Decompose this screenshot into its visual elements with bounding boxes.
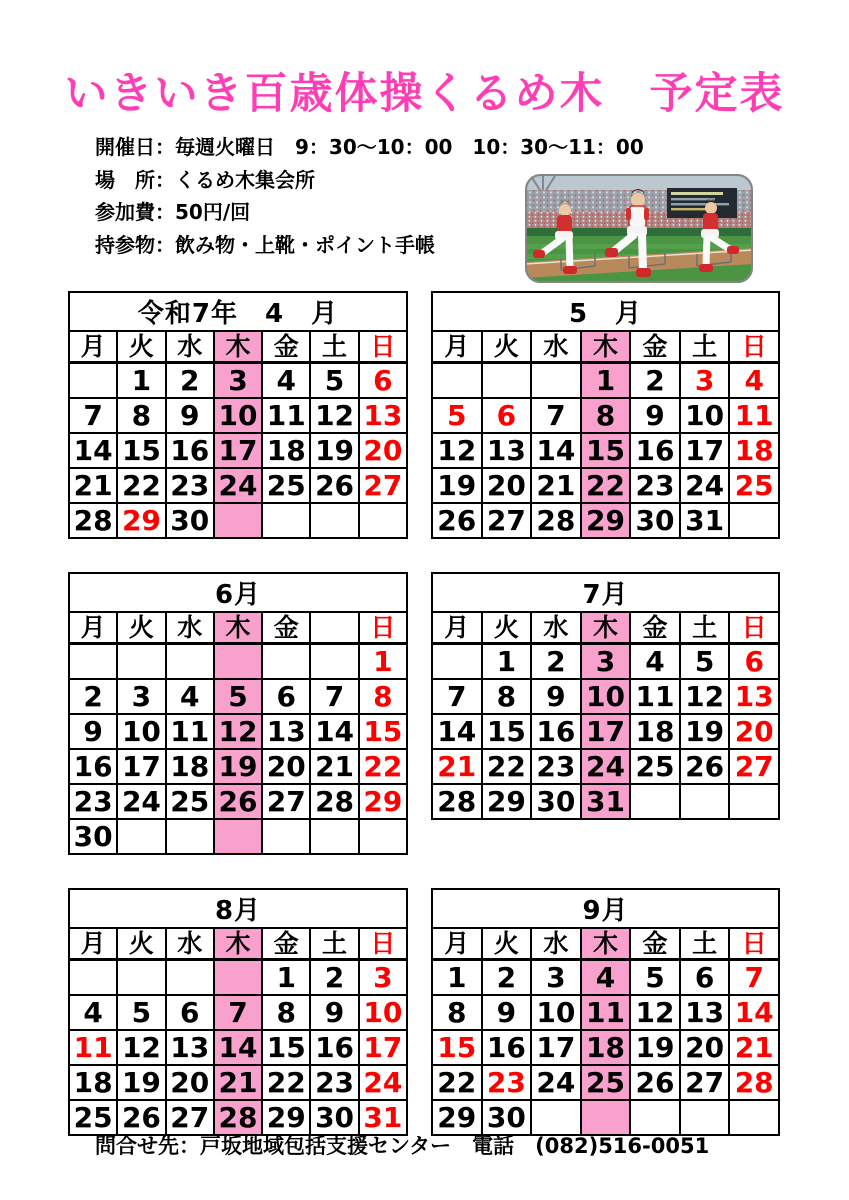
day-empty — [310, 819, 358, 854]
weekday-header-木: 木 — [214, 612, 262, 644]
weekday-header-日: 日 — [359, 928, 407, 960]
day-april-27: 27 — [359, 468, 407, 503]
calendar-title-august: 8月 — [69, 889, 407, 928]
day-empty — [69, 363, 117, 399]
day-april-11: 11 — [262, 398, 310, 433]
day-empty — [214, 819, 262, 854]
day-may-25: 25 — [729, 468, 779, 503]
day-april-4: 4 — [262, 363, 310, 399]
day-april-12: 12 — [310, 398, 358, 433]
weekday-header-火: 火 — [117, 928, 165, 960]
day-june-8: 8 — [359, 679, 407, 714]
calendar-title-september: 9月 — [432, 889, 779, 928]
day-may-20: 20 — [482, 468, 532, 503]
day-august-20: 20 — [166, 1065, 214, 1100]
day-empty — [630, 784, 680, 819]
day-august-21: 21 — [214, 1065, 262, 1100]
day-july-8: 8 — [482, 679, 532, 714]
day-september-2: 2 — [482, 960, 532, 996]
day-august-1: 1 — [262, 960, 310, 996]
weekday-header-木: 木 — [214, 331, 262, 363]
day-june-26: 26 — [214, 784, 262, 819]
day-august-4: 4 — [69, 995, 117, 1030]
day-august-23: 23 — [310, 1065, 358, 1100]
weekday-header-木: 木 — [581, 928, 631, 960]
day-september-7: 7 — [729, 960, 779, 996]
weekday-header-土: 土 — [680, 331, 730, 363]
day-april-13: 13 — [359, 398, 407, 433]
day-may-10: 10 — [680, 398, 730, 433]
weekday-header-土: 土 — [310, 928, 358, 960]
day-may-22: 22 — [581, 468, 631, 503]
day-may-26: 26 — [432, 503, 482, 538]
day-june-18: 18 — [166, 749, 214, 784]
day-april-17: 17 — [214, 433, 262, 468]
day-june-29: 29 — [359, 784, 407, 819]
day-empty — [482, 363, 532, 399]
day-empty — [69, 644, 117, 680]
day-september-17: 17 — [531, 1030, 581, 1065]
weekday-header-水: 水 — [166, 612, 214, 644]
day-may-24: 24 — [680, 468, 730, 503]
day-may-29: 29 — [581, 503, 631, 538]
day-august-13: 13 — [166, 1030, 214, 1065]
day-august-27: 27 — [166, 1100, 214, 1135]
day-empty — [310, 503, 358, 538]
day-september-9: 9 — [482, 995, 532, 1030]
day-august-24: 24 — [359, 1065, 407, 1100]
day-april-9: 9 — [166, 398, 214, 433]
calendar-july — [431, 572, 780, 820]
weekday-header-木: 木 — [581, 612, 631, 644]
day-april-25: 25 — [262, 468, 310, 503]
day-august-11: 11 — [69, 1030, 117, 1065]
day-may-9: 9 — [630, 398, 680, 433]
day-august-16: 16 — [310, 1030, 358, 1065]
day-june-11: 11 — [166, 714, 214, 749]
day-april-14: 14 — [69, 433, 117, 468]
day-empty — [262, 503, 310, 538]
day-august-17: 17 — [359, 1030, 407, 1065]
day-empty — [359, 819, 407, 854]
calendar-title-april: 令和7年 4 月 — [69, 292, 407, 331]
weekday-header-水: 水 — [531, 331, 581, 363]
day-empty — [531, 363, 581, 399]
weekday-header-日: 日 — [359, 612, 407, 644]
day-july-18: 18 — [630, 714, 680, 749]
day-june-22: 22 — [359, 749, 407, 784]
day-june-19: 19 — [214, 749, 262, 784]
weekday-header-金: 金 — [262, 612, 310, 644]
day-empty — [359, 503, 407, 538]
day-april-21: 21 — [69, 468, 117, 503]
day-august-30: 30 — [310, 1100, 358, 1135]
day-june-15: 15 — [359, 714, 407, 749]
weekday-header-月: 月 — [69, 612, 117, 644]
day-august-9: 9 — [310, 995, 358, 1030]
day-september-5: 5 — [630, 960, 680, 996]
info-line-schedule: 開催日：毎週火曜日 9：30～10：00 10：30～11：00 — [95, 135, 644, 159]
weekday-header-金: 金 — [262, 928, 310, 960]
day-april-15: 15 — [117, 433, 165, 468]
day-september-3: 3 — [531, 960, 581, 996]
day-april-28: 28 — [69, 503, 117, 538]
day-july-1: 1 — [482, 644, 532, 680]
day-july-12: 12 — [680, 679, 730, 714]
day-august-7: 7 — [214, 995, 262, 1030]
day-september-12: 12 — [630, 995, 680, 1030]
day-august-28: 28 — [214, 1100, 262, 1135]
day-july-26: 26 — [680, 749, 730, 784]
day-april-1: 1 — [117, 363, 165, 399]
day-june-3: 3 — [117, 679, 165, 714]
day-may-7: 7 — [531, 398, 581, 433]
day-june-28: 28 — [310, 784, 358, 819]
day-september-18: 18 — [581, 1030, 631, 1065]
day-june-20: 20 — [262, 749, 310, 784]
weekday-header-木: 木 — [581, 331, 631, 363]
day-july-28: 28 — [432, 784, 482, 819]
day-april-20: 20 — [359, 433, 407, 468]
day-empty — [166, 644, 214, 680]
day-june-16: 16 — [69, 749, 117, 784]
day-june-23: 23 — [69, 784, 117, 819]
day-june-5: 5 — [214, 679, 262, 714]
day-september-27: 27 — [680, 1065, 730, 1100]
weekday-header-blank — [310, 612, 358, 644]
day-empty — [262, 819, 310, 854]
day-july-30: 30 — [531, 784, 581, 819]
day-june-6: 6 — [262, 679, 310, 714]
day-may-3: 3 — [680, 363, 730, 399]
day-empty — [310, 644, 358, 680]
calendar-may — [431, 291, 780, 539]
calendar-september — [431, 888, 780, 1136]
day-september-25: 25 — [581, 1065, 631, 1100]
day-august-8: 8 — [262, 995, 310, 1030]
day-may-14: 14 — [531, 433, 581, 468]
day-empty — [117, 960, 165, 996]
calendar-title-may: 5 月 — [432, 292, 779, 331]
day-july-15: 15 — [482, 714, 532, 749]
day-april-2: 2 — [166, 363, 214, 399]
day-may-17: 17 — [680, 433, 730, 468]
day-june-30: 30 — [69, 819, 117, 854]
day-april-18: 18 — [262, 433, 310, 468]
calendar-april — [68, 291, 408, 539]
day-september-15: 15 — [432, 1030, 482, 1065]
day-empty — [69, 960, 117, 996]
day-may-31: 31 — [680, 503, 730, 538]
day-june-4: 4 — [166, 679, 214, 714]
day-july-7: 7 — [432, 679, 482, 714]
day-empty — [214, 644, 262, 680]
day-april-6: 6 — [359, 363, 407, 399]
day-april-23: 23 — [166, 468, 214, 503]
info-line-items: 持参物：飲み物・上靴・ポイント手帳 — [95, 232, 435, 257]
day-september-13: 13 — [680, 995, 730, 1030]
calendar-title-july: 7月 — [432, 573, 779, 612]
day-july-6: 6 — [729, 644, 779, 680]
day-may-1: 1 — [581, 363, 631, 399]
day-september-4: 4 — [581, 960, 631, 996]
day-july-2: 2 — [531, 644, 581, 680]
day-july-5: 5 — [680, 644, 730, 680]
day-september-19: 19 — [630, 1030, 680, 1065]
weekday-header-土: 土 — [680, 612, 730, 644]
day-august-3: 3 — [359, 960, 407, 996]
day-empty — [432, 644, 482, 680]
day-may-15: 15 — [581, 433, 631, 468]
day-may-27: 27 — [482, 503, 532, 538]
stadium-photo — [525, 174, 753, 283]
day-april-5: 5 — [310, 363, 358, 399]
day-empty — [680, 784, 730, 819]
day-july-11: 11 — [630, 679, 680, 714]
day-june-1: 1 — [359, 644, 407, 680]
day-empty — [214, 960, 262, 996]
weekday-header-金: 金 — [262, 331, 310, 363]
day-april-26: 26 — [310, 468, 358, 503]
day-july-4: 4 — [630, 644, 680, 680]
day-july-22: 22 — [482, 749, 532, 784]
day-september-23: 23 — [482, 1065, 532, 1100]
day-july-9: 9 — [531, 679, 581, 714]
day-empty — [729, 503, 779, 538]
day-july-20: 20 — [729, 714, 779, 749]
day-september-22: 22 — [432, 1065, 482, 1100]
day-july-14: 14 — [432, 714, 482, 749]
weekday-header-火: 火 — [117, 612, 165, 644]
day-april-16: 16 — [166, 433, 214, 468]
day-july-23: 23 — [531, 749, 581, 784]
day-july-29: 29 — [482, 784, 532, 819]
day-august-2: 2 — [310, 960, 358, 996]
day-july-24: 24 — [581, 749, 631, 784]
day-june-24: 24 — [117, 784, 165, 819]
day-april-30: 30 — [166, 503, 214, 538]
calendars-grid — [68, 291, 780, 1136]
day-april-19: 19 — [310, 433, 358, 468]
day-september-8: 8 — [432, 995, 482, 1030]
weekday-header-水: 水 — [531, 928, 581, 960]
day-june-14: 14 — [310, 714, 358, 749]
day-august-5: 5 — [117, 995, 165, 1030]
day-july-17: 17 — [581, 714, 631, 749]
day-july-27: 27 — [729, 749, 779, 784]
weekday-header-水: 水 — [166, 331, 214, 363]
stadium-photo-graphic — [525, 174, 753, 283]
weekday-header-月: 月 — [432, 612, 482, 644]
day-may-30: 30 — [630, 503, 680, 538]
day-september-24: 24 — [531, 1065, 581, 1100]
day-august-15: 15 — [262, 1030, 310, 1065]
day-july-13: 13 — [729, 679, 779, 714]
day-may-28: 28 — [531, 503, 581, 538]
day-empty — [214, 503, 262, 538]
day-empty — [729, 784, 779, 819]
day-september-30: 30 — [482, 1100, 532, 1135]
weekday-header-土: 土 — [310, 331, 358, 363]
day-september-21: 21 — [729, 1030, 779, 1065]
day-may-11: 11 — [729, 398, 779, 433]
day-july-25: 25 — [630, 749, 680, 784]
weekday-header-日: 日 — [729, 928, 779, 960]
day-april-22: 22 — [117, 468, 165, 503]
weekday-header-日: 日 — [729, 331, 779, 363]
day-september-29: 29 — [432, 1100, 482, 1135]
weekday-header-土: 土 — [680, 928, 730, 960]
day-september-16: 16 — [482, 1030, 532, 1065]
calendar-august — [68, 888, 408, 1136]
calendar-title-june: 6月 — [69, 573, 407, 612]
day-may-19: 19 — [432, 468, 482, 503]
day-empty — [117, 644, 165, 680]
day-july-31: 31 — [581, 784, 631, 819]
day-august-26: 26 — [117, 1100, 165, 1135]
day-september-20: 20 — [680, 1030, 730, 1065]
weekday-header-金: 金 — [630, 331, 680, 363]
day-may-16: 16 — [630, 433, 680, 468]
info-line-fee: 参加費：50円/回 — [95, 200, 251, 224]
weekday-header-金: 金 — [630, 612, 680, 644]
day-august-25: 25 — [69, 1100, 117, 1135]
day-empty — [117, 819, 165, 854]
day-june-21: 21 — [310, 749, 358, 784]
weekday-header-月: 月 — [432, 331, 482, 363]
day-may-21: 21 — [531, 468, 581, 503]
weekday-header-日: 日 — [359, 331, 407, 363]
day-august-6: 6 — [166, 995, 214, 1030]
day-may-8: 8 — [581, 398, 631, 433]
weekday-header-水: 水 — [166, 928, 214, 960]
day-may-2: 2 — [630, 363, 680, 399]
day-april-7: 7 — [69, 398, 117, 433]
weekday-header-金: 金 — [630, 928, 680, 960]
day-june-27: 27 — [262, 784, 310, 819]
day-june-10: 10 — [117, 714, 165, 749]
day-april-24: 24 — [214, 468, 262, 503]
day-april-29: 29 — [117, 503, 165, 538]
day-june-9: 9 — [69, 714, 117, 749]
day-may-4: 4 — [729, 363, 779, 399]
info-line-place: 場 所：くるめ木集会所 — [95, 167, 315, 192]
day-april-10: 10 — [214, 398, 262, 433]
weekday-header-木: 木 — [214, 928, 262, 960]
day-july-3: 3 — [581, 644, 631, 680]
day-september-11: 11 — [581, 995, 631, 1030]
page-title: いきいき百歳体操くるめ木 予定表 — [64, 69, 785, 119]
day-july-10: 10 — [581, 679, 631, 714]
day-may-12: 12 — [432, 433, 482, 468]
day-may-13: 13 — [482, 433, 532, 468]
day-may-6: 6 — [482, 398, 532, 433]
weekday-header-日: 日 — [729, 612, 779, 644]
weekday-header-水: 水 — [531, 612, 581, 644]
weekday-header-月: 月 — [432, 928, 482, 960]
day-september-1: 1 — [432, 960, 482, 996]
contact-line: 問合せ先：戸坂地域包括支援センター 電話 (082)516-0051 — [95, 1134, 710, 1158]
weekday-header-月: 月 — [69, 928, 117, 960]
day-august-12: 12 — [117, 1030, 165, 1065]
calendar-june — [68, 572, 408, 855]
weekday-header-火: 火 — [482, 928, 532, 960]
weekday-header-火: 火 — [482, 612, 532, 644]
day-august-29: 29 — [262, 1100, 310, 1135]
day-empty — [166, 819, 214, 854]
day-september-14: 14 — [729, 995, 779, 1030]
day-june-25: 25 — [166, 784, 214, 819]
day-april-8: 8 — [117, 398, 165, 433]
day-august-14: 14 — [214, 1030, 262, 1065]
day-may-5: 5 — [432, 398, 482, 433]
day-august-19: 19 — [117, 1065, 165, 1100]
weekday-header-火: 火 — [482, 331, 532, 363]
day-july-21: 21 — [432, 749, 482, 784]
day-july-16: 16 — [531, 714, 581, 749]
day-june-12: 12 — [214, 714, 262, 749]
day-september-6: 6 — [680, 960, 730, 996]
day-empty — [262, 644, 310, 680]
day-august-10: 10 — [359, 995, 407, 1030]
weekday-header-月: 月 — [69, 331, 117, 363]
day-empty — [166, 960, 214, 996]
day-june-7: 7 — [310, 679, 358, 714]
day-may-23: 23 — [630, 468, 680, 503]
day-april-3: 3 — [214, 363, 262, 399]
day-august-18: 18 — [69, 1065, 117, 1100]
day-july-19: 19 — [680, 714, 730, 749]
day-june-17: 17 — [117, 749, 165, 784]
day-august-22: 22 — [262, 1065, 310, 1100]
day-september-26: 26 — [630, 1065, 680, 1100]
day-september-10: 10 — [531, 995, 581, 1030]
day-empty — [432, 363, 482, 399]
weekday-header-火: 火 — [117, 331, 165, 363]
day-empty — [729, 1100, 779, 1135]
day-june-2: 2 — [69, 679, 117, 714]
day-august-31: 31 — [359, 1100, 407, 1135]
day-june-13: 13 — [262, 714, 310, 749]
day-september-28: 28 — [729, 1065, 779, 1100]
day-may-18: 18 — [729, 433, 779, 468]
